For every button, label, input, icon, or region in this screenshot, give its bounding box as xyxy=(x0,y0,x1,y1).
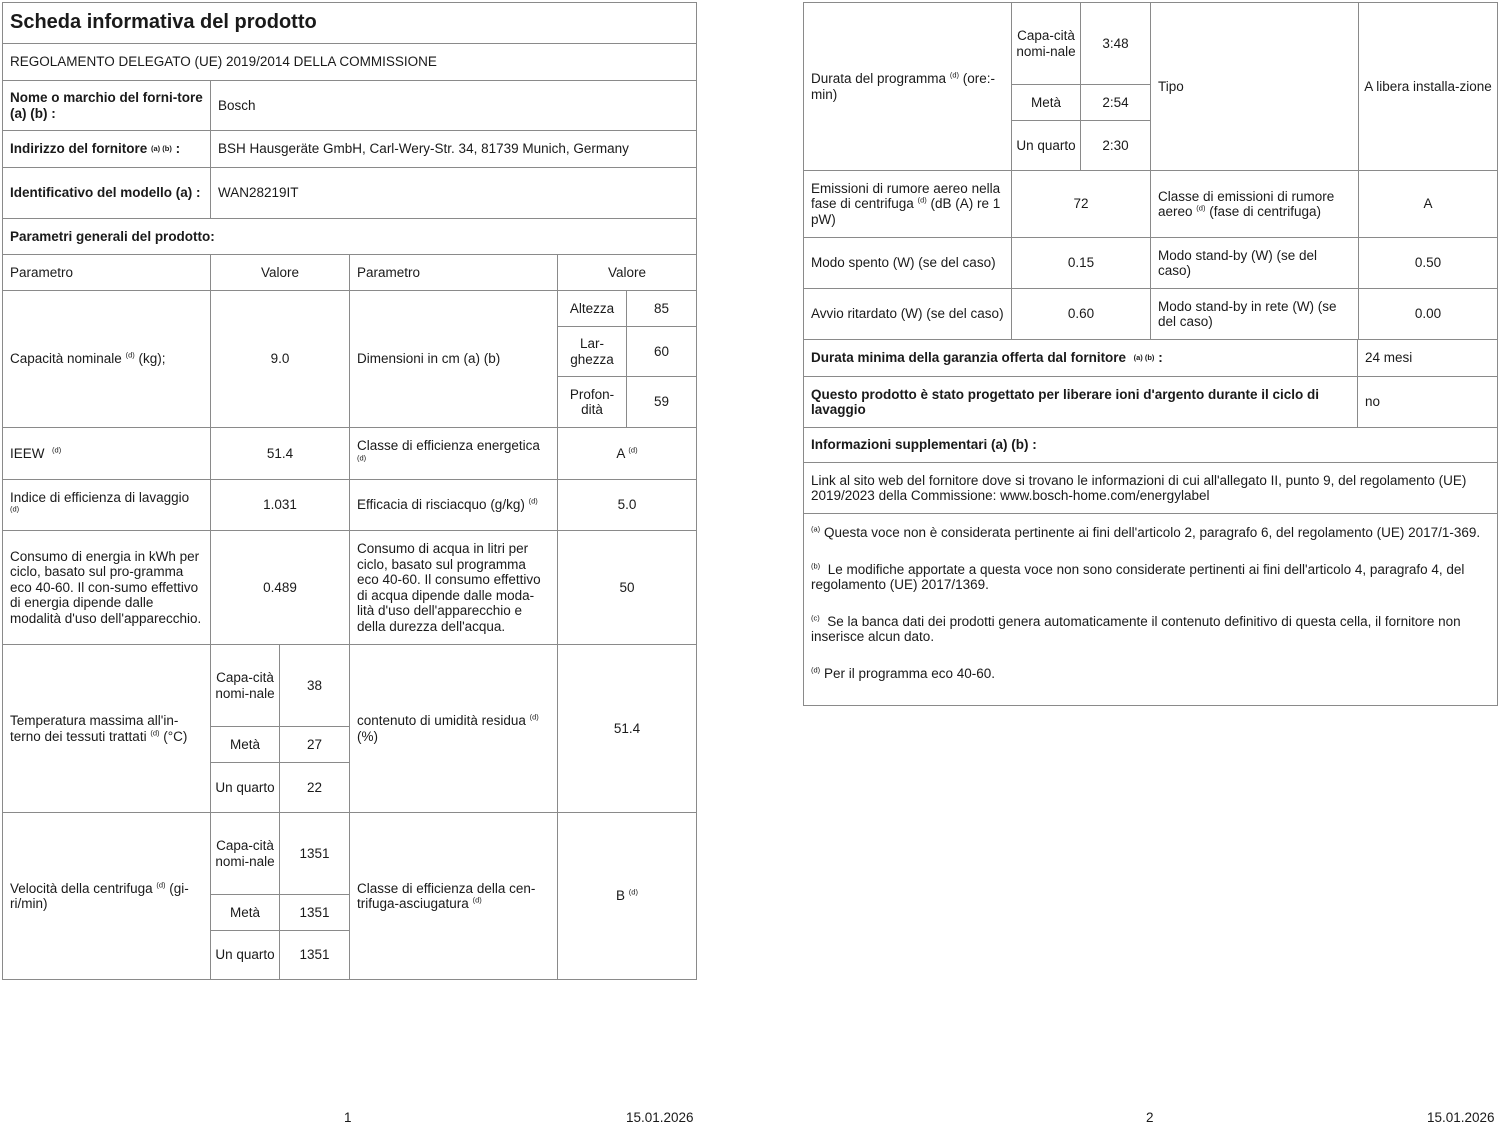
footnotes xyxy=(803,513,1498,706)
energy-class-label: Classe di efficienza energetica $^{(d)}$ xyxy=(349,427,558,480)
duration-label: Durata del programma $^{(d)}$ (ore:-min) xyxy=(803,2,1012,171)
silver-ions-label: Questo prodotto è stato progettato per liberare ioni d'argento durante il ciclo di lavaggio xyxy=(803,376,1358,428)
col-value-header: Valore xyxy=(210,254,350,291)
noise-value: 72 xyxy=(1011,170,1151,238)
water-consumption-value: 50 xyxy=(557,530,697,645)
off-mode-value: 0.15 xyxy=(1011,237,1151,289)
col-value-header: Valore xyxy=(557,254,697,291)
footnote-a: $^{(a)}$ Questa voce non è considerata pertinente ai fini dell'articolo 2, paragrafo 6, del regolamento (UE) 2017/1-369. xyxy=(811,524,1481,540)
ieew-value: 51.4 xyxy=(210,427,350,480)
standby-value: 0.50 xyxy=(1358,237,1498,289)
page-date: 15.01.2026 xyxy=(1427,1110,1495,1125)
col-param-header: Parametro xyxy=(2,254,211,291)
supplier-name-value: Bosch xyxy=(210,80,697,131)
energy-consumption-label: Consumo di energia in kWh per ciclo, basato sul pro-gramma eco 40-60. Il con-sumo effettivo di energia dipende dalle modalità d'uso dell'apparecchio. xyxy=(2,530,211,645)
spin-full-value: 1351 xyxy=(279,812,350,895)
spin-half-value: 1351 xyxy=(279,894,350,931)
load-half-label: Metà xyxy=(210,726,280,763)
duration-quarter-value: 2:30 xyxy=(1080,120,1151,171)
supplier-name-label: Nome o marchio del forni-tore (a) (b) : xyxy=(2,80,211,131)
general-params-header: Parametri generali del prodotto: xyxy=(2,218,697,255)
duration-half-value: 2:54 xyxy=(1080,84,1151,121)
noise-label: Emissioni di rumore aereo nella fase di centrifuga $^{(d)}$ (dB (A) re 1 pW) xyxy=(803,170,1012,238)
load-half-label: Metà xyxy=(1011,84,1081,121)
width-label: Lar-ghezza xyxy=(557,326,627,377)
spin-class-label: Classe di efficienza della cen-trifuga-asciugatura $^{(d)}$ xyxy=(349,812,558,980)
wash-index-label: Indice di efficienza di lavaggio $^{(d)}$ xyxy=(2,479,211,531)
guarantee-value: 24 mesi xyxy=(1357,339,1498,377)
spin-quarter-value: 1351 xyxy=(279,930,350,980)
load-quarter-label: Un quarto xyxy=(210,930,280,980)
footnote-d: $^{(d)}$ Per il programma eco 40-60. xyxy=(811,665,996,681)
temperature-quarter-value: 22 xyxy=(279,762,350,813)
load-quarter-label: Un quarto xyxy=(1011,120,1081,171)
model-value: WAN28219IT xyxy=(210,167,697,219)
website-info: Link al sito web del fornitore dove si trovano le informazioni di cui all'allegato II, punto 9, del regolamento (UE) 2019/2023 della Commissione: www.bosch-home.com/energylabel xyxy=(803,462,1498,514)
temperature-half-value: 27 xyxy=(279,726,350,763)
moisture-label: contenuto di umidità residua $^{(d)}$ (%) xyxy=(349,644,558,813)
delay-start-label: Avvio ritardato (W) (se del caso) xyxy=(803,288,1012,340)
capacity-value: 9.0 xyxy=(210,290,350,428)
load-full-label: Capa-cità nomi-nale xyxy=(210,644,280,727)
spin-class-value: B $^{(d)}$ xyxy=(557,812,697,980)
noise-class-value: A xyxy=(1358,170,1498,238)
rinse-value: 5.0 xyxy=(557,479,697,531)
duration-full-value: 3:48 xyxy=(1080,2,1151,85)
load-full-label: Capa-cità nomi-nale xyxy=(210,812,280,895)
page-number: 2 xyxy=(1146,1110,1154,1125)
load-quarter-label: Un quarto xyxy=(210,762,280,813)
off-mode-label: Modo spento (W) (se del caso) xyxy=(803,237,1012,289)
page-title: Scheda informativa del prodotto xyxy=(2,2,697,44)
water-consumption-label: Consumo di acqua in litri per ciclo, basato sul programma eco 40-60. Il consumo effettivo di acqua dipende dalle moda-lità d'uso dell'apparecchio e della durezza dell'acqua. xyxy=(349,530,558,645)
dimensions-label: Dimensioni in cm (a) (b) xyxy=(349,290,558,428)
supplier-address-value: BSH Hausgeräte GmbH, Carl-Wery-Str. 34, 81739 Munich, Germany xyxy=(210,130,697,168)
height-value: 85 xyxy=(626,290,697,327)
temperature-label: Temperatura massima all'in-terno dei tessuti trattati $^{(d)}$ (°C) xyxy=(2,644,211,813)
silver-ions-value: no xyxy=(1357,376,1498,428)
regulation-header: REGOLAMENTO DELEGATO (UE) 2019/2014 DELLA COMMISSIONE xyxy=(2,43,697,81)
spin-speed-label: Velocità della centrifuga $^{(d)}$ (gi-ri/min) xyxy=(2,812,211,980)
additional-info-header: Informazioni supplementari (a) (b) : xyxy=(803,427,1498,463)
type-label: Tipo xyxy=(1150,2,1359,171)
col-param-header: Parametro xyxy=(349,254,558,291)
footnote-b: $^{(b)}$ Le modifiche apportate a questa voce non sono considerate pertinenti ai fini dell'articolo 4, paragrafo 4, del regolamento (UE) 2017/1369. xyxy=(811,561,1465,592)
energy-consumption-value: 0.489 xyxy=(210,530,350,645)
load-full-label: Capa-cità nomi-nale xyxy=(1011,2,1081,85)
footnote-c: $^{(c)}$ Se la banca dati dei prodotti genera automaticamente il contenuto definitivo di questa cella, il fornitore non inserisce alcun dato. xyxy=(811,613,1461,644)
standby-label: Modo stand-by (W) (se del caso) xyxy=(1150,237,1359,289)
guarantee-label: Durata minima della garanzia offerta dal fornitore (a) (b) : xyxy=(803,339,1358,377)
rinse-label: Efficacia di risciacquo (g/kg) $^{(d)}$ xyxy=(349,479,558,531)
capacity-label: Capacità nominale $^{(d)}$ (kg); xyxy=(2,290,211,428)
depth-label: Profon-dità xyxy=(557,376,627,428)
delay-start-value: 0.60 xyxy=(1011,288,1151,340)
wash-index-value: 1.031 xyxy=(210,479,350,531)
width-value: 60 xyxy=(626,326,697,377)
energy-class-value: A $^{(d)}$ xyxy=(557,427,697,480)
height-label: Altezza xyxy=(557,290,627,327)
supplier-address-label: Indirizzo del fornitore (a) (b) : xyxy=(2,130,211,168)
temperature-full-value: 38 xyxy=(279,644,350,727)
noise-class-label: Classe di emissioni di rumore aereo $^{(d)}$ (fase di centrifuga) xyxy=(1150,170,1359,238)
network-standby-value: 0.00 xyxy=(1358,288,1498,340)
network-standby-label: Modo stand-by in rete (W) (se del caso) xyxy=(1150,288,1359,340)
load-half-label: Metà xyxy=(210,894,280,931)
model-label: Identificativo del modello (a) : xyxy=(2,167,211,219)
page-date: 15.01.2026 xyxy=(626,1110,694,1125)
page-number: 1 xyxy=(344,1110,352,1125)
depth-value: 59 xyxy=(626,376,697,428)
ieew-label: IEEW $^{(d)}$ xyxy=(2,427,211,480)
moisture-value: 51.4 xyxy=(557,644,697,813)
type-value: A libera installa-zione xyxy=(1358,2,1498,171)
